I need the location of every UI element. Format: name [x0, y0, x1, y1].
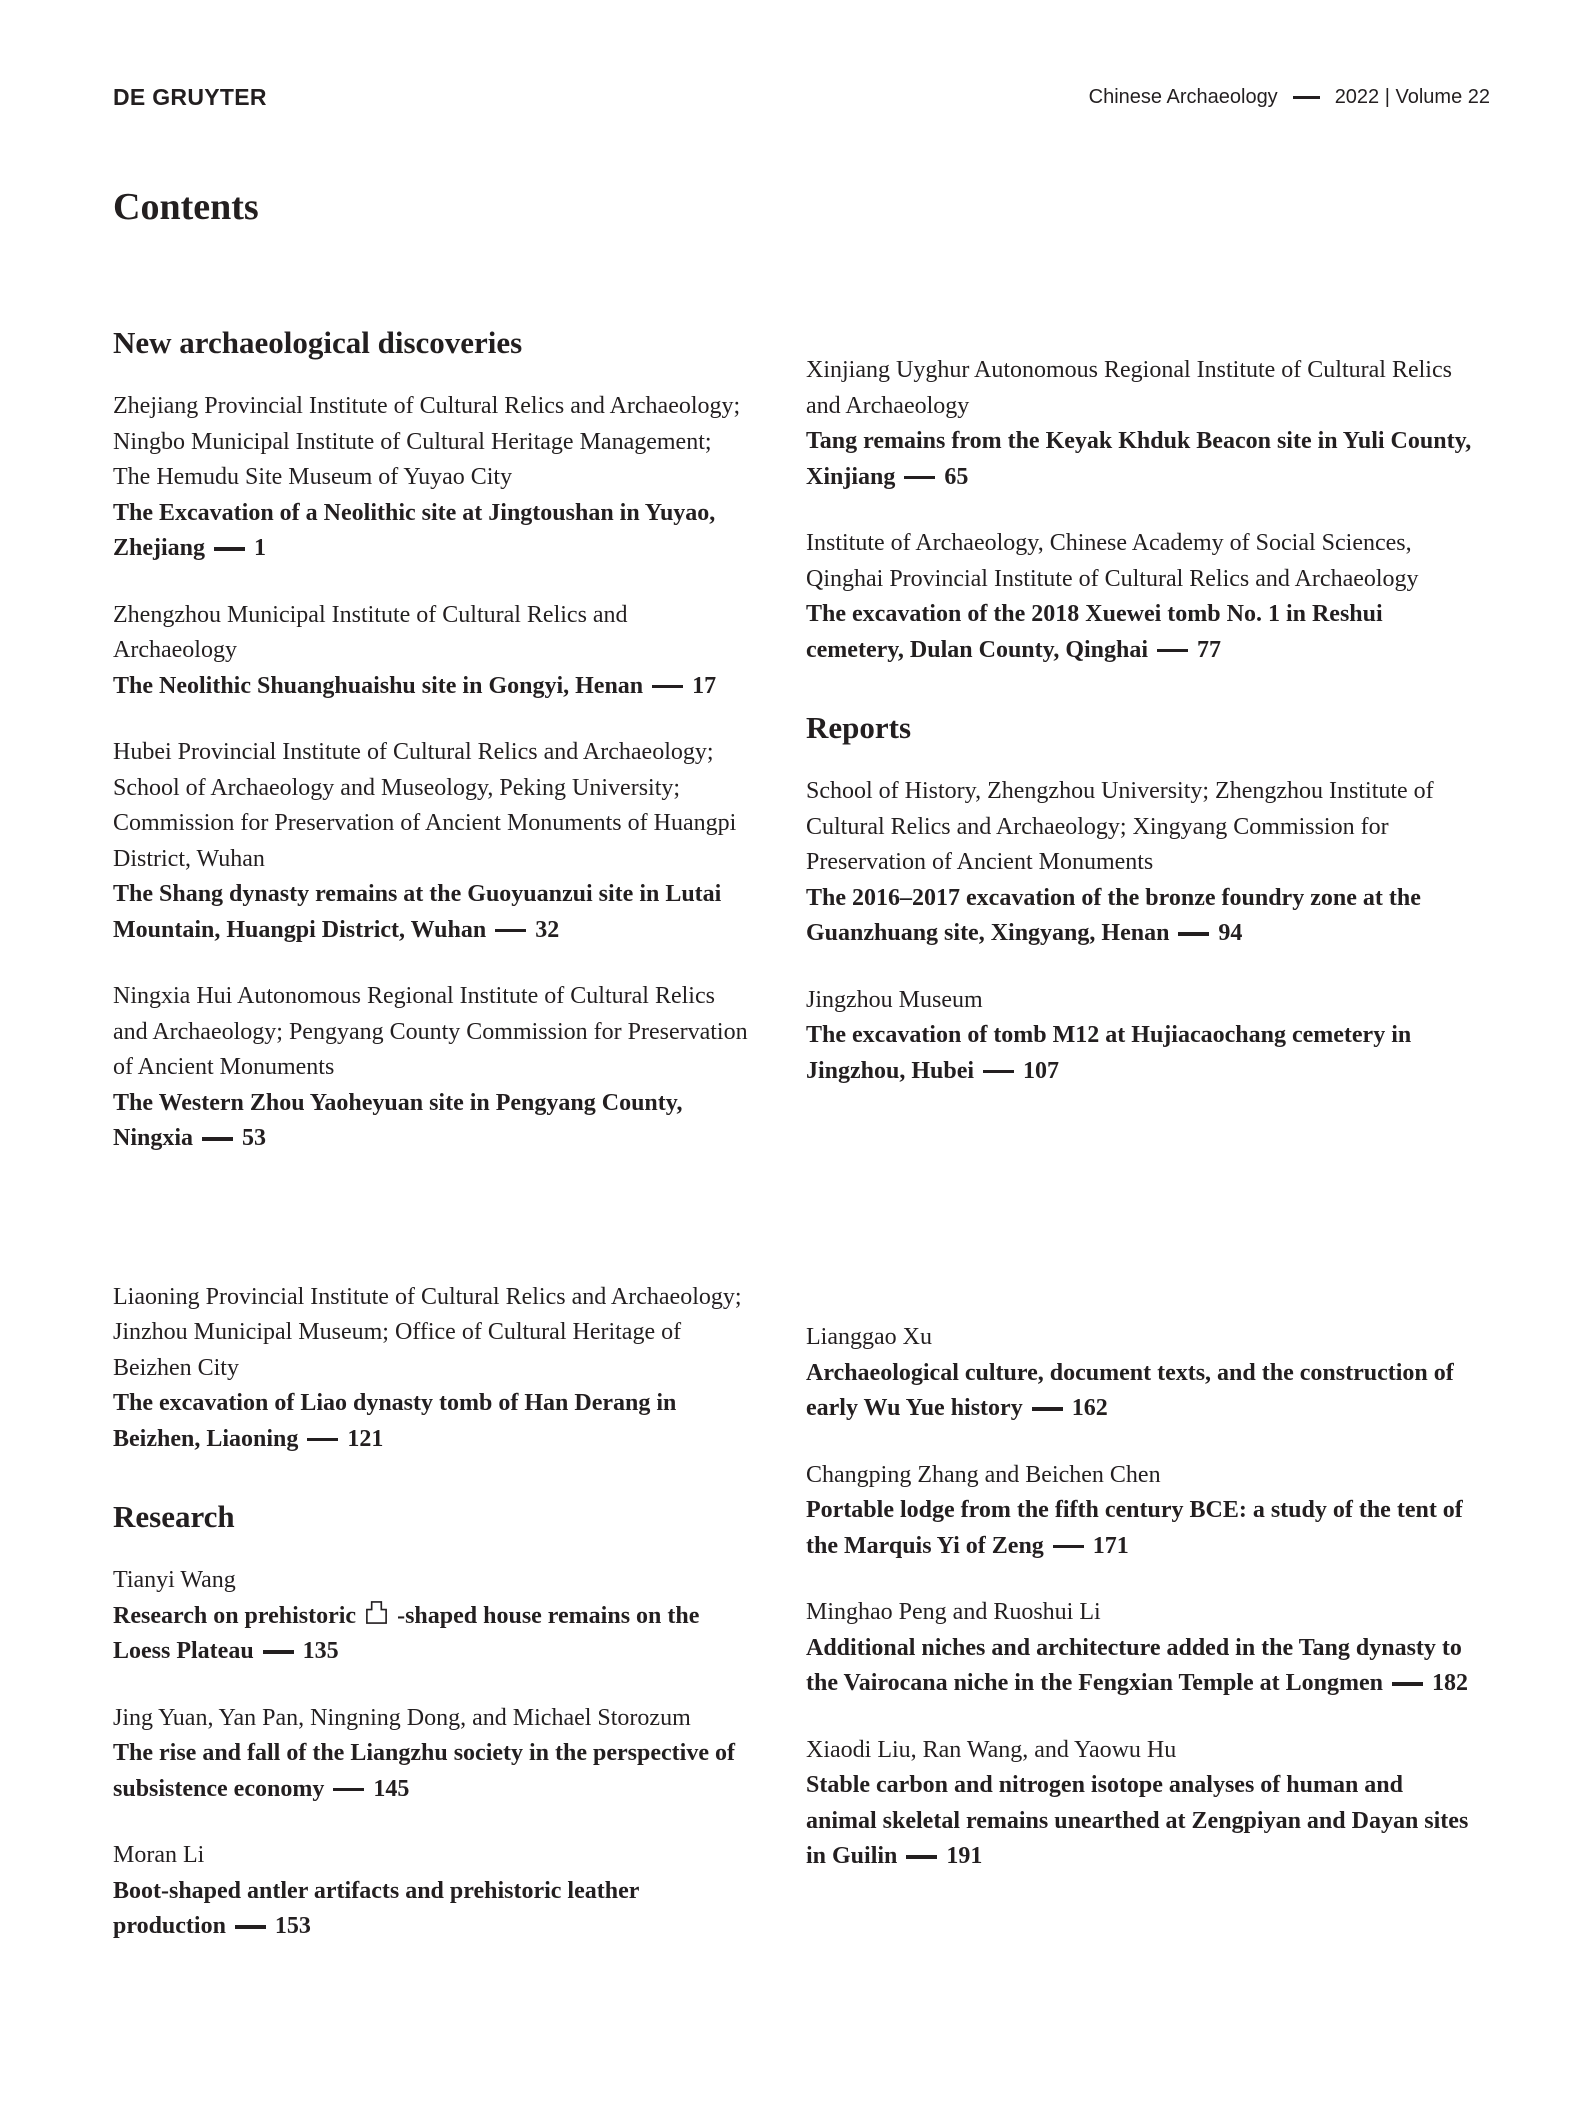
entry-authors: Zhengzhou Municipal Institute of Cultural Relics and Archaeology — [113, 601, 628, 663]
dash-separator — [333, 1788, 364, 1792]
entry-page-number: 1 — [254, 535, 267, 561]
dash-separator — [1178, 932, 1209, 936]
toc-entry — [113, 1838, 753, 1945]
entry-authors: Hubei Provincial Institute of Cultural Relics and Archaeology; School of Archaeology and Museology, Peking University; Commission for Preservation of Ancient Monuments of Huangpi District, Wuhan — [113, 739, 737, 872]
toc-entry — [806, 983, 1474, 1090]
entry-authors: Xiaodi Liu, Ran Wang, and Yaowu Hu — [806, 1736, 1177, 1763]
entry-page-number: 65 — [944, 463, 969, 490]
entry-page-number: 107 — [1023, 1057, 1060, 1084]
entry-title — [113, 1386, 753, 1457]
dash-separator — [235, 1925, 266, 1929]
page-title: Contents — [113, 186, 259, 228]
entry-title — [806, 1631, 1474, 1702]
entry-title-text: The Western Zhou Yaoheyuan site in Pengyang County, Ningxia — [113, 1089, 683, 1151]
entry-title-text: Additional niches and architecture added in the Tang dynasty to the Vairocana niche in the Fengxian Temple at Longmen — [806, 1634, 1462, 1696]
dash-separator — [904, 476, 935, 480]
dash-separator — [1157, 649, 1188, 653]
entry-title-text: The excavation of the 2018 Xuewei tomb No. 1 in Reshui cemetery, Dulan County, Qinghai — [806, 601, 1383, 663]
entry-title — [113, 496, 753, 567]
toc-entry — [113, 979, 753, 1157]
entry-page-number: 53 — [242, 1125, 267, 1151]
entry-authors: Ningxia Hui Autonomous Regional Institute of Cultural Relics and Archaeology; Pengyang County Commission for Preservation of Ancient Monuments — [113, 983, 748, 1080]
toc-entry — [806, 1320, 1474, 1427]
entry-page-number: 145 — [373, 1775, 410, 1802]
dash-separator — [983, 1070, 1014, 1074]
entry-title — [806, 881, 1474, 952]
entry-authors: Tianyi Wang — [113, 1567, 236, 1593]
section-heading-new-discoveries: New archaeological discoveries — [113, 325, 523, 360]
entry-authors: Moran Li — [113, 1842, 205, 1868]
entry-title-text: The Neolithic Shuanghuaishu site in Gongyi, Henan — [113, 672, 644, 699]
right-column — [806, 325, 1474, 1976]
entry-page-number: 94 — [1218, 920, 1243, 946]
entry-title — [113, 1874, 753, 1945]
column-break-gap — [113, 1188, 753, 1280]
entry-title-text: Tang remains from the Keyak Khduk Beacon site in Yuli County, Xinjiang — [806, 428, 1472, 490]
toc-entry — [113, 1701, 753, 1808]
entry-title-text: Portable lodge from the fifth century BCE: a study of the tent of the Marquis Yi of Zeng — [806, 1497, 1463, 1559]
column-break-gap — [806, 1120, 1474, 1320]
dash-separator — [652, 685, 683, 689]
entry-page-number: 121 — [347, 1425, 384, 1452]
toc-entry — [806, 774, 1474, 952]
dash-separator — [1392, 1682, 1423, 1686]
section-heading-research: Research — [113, 1499, 235, 1534]
entry-authors: Zhejiang Provincial Institute of Cultural Relics and Archaeology; Ningbo Municipal Institute of Cultural Heritage Management; The Hemudu Site Museum of Yuyao City — [113, 393, 741, 490]
toc-entry — [113, 1280, 753, 1458]
dash-separator — [1053, 1545, 1084, 1549]
entry-title — [806, 424, 1474, 495]
toc-entry — [806, 1458, 1474, 1565]
page-header — [113, 84, 1490, 111]
entry-title — [806, 597, 1474, 668]
entry-authors: Minghao Peng and Ruoshui Li — [806, 1599, 1101, 1625]
journal-name: Chinese Archaeology — [1088, 86, 1278, 108]
entry-authors: Jingzhou Museum — [806, 986, 983, 1013]
toc-entry — [806, 1595, 1474, 1702]
entry-authors: Liaoning Provincial Institute of Cultural Relics and Archaeology; Jinzhou Municipal Museum; Office of Cultural Heritage of Beizhen City — [113, 1283, 742, 1381]
toc-entry — [806, 353, 1474, 495]
entry-title-text: Stable carbon and nitrogen isotope analyses of human and animal skeletal remains unearthed at Zengpiyan and Dayan sites in Guilin — [806, 1772, 1469, 1869]
entry-title-text: The 2016–2017 excavation of the bronze foundry zone at the Guanzhuang site, Xingyang, Henan — [806, 884, 1421, 946]
entry-title — [806, 1018, 1474, 1089]
issue-volume: 2022 | Volume 22 — [1334, 86, 1490, 108]
entry-page-number: 135 — [302, 1638, 339, 1664]
toc-entry — [113, 1563, 753, 1670]
toc-entry — [113, 389, 753, 567]
entry-authors: Xinjiang Uyghur Autonomous Regional Institute of Cultural Relics and Archaeology — [806, 357, 1452, 419]
tu-shape-glyph — [364, 1599, 389, 1626]
entry-title-text: Archaeological culture, document texts, and the construction of early Wu Yue history — [806, 1359, 1454, 1421]
header-dash-rule — [1293, 96, 1320, 99]
entry-page-number: 191 — [946, 1843, 983, 1869]
toc-entry — [113, 598, 753, 705]
entry-authors: Institute of Archaeology, Chinese Academy of Social Sciences, Qinghai Provincial Institute of Cultural Relics and Archaeology — [806, 530, 1419, 592]
entry-title — [113, 1736, 753, 1807]
entry-authors: Jing Yuan, Yan Pan, Ningning Dong, and Michael Storozum — [113, 1704, 691, 1731]
entry-authors: Changping Zhang and Beichen Chen — [806, 1461, 1161, 1488]
dash-separator — [214, 547, 245, 551]
entry-page-number: 162 — [1071, 1395, 1108, 1421]
entry-title — [806, 1493, 1474, 1564]
entry-page-number: 77 — [1197, 636, 1222, 663]
entry-authors: School of History, Zhengzhou University; Zhengzhou Institute of Cultural Relics and Archaeology; Xingyang Commission for Preservation of Ancient Monuments — [806, 778, 1434, 875]
dash-separator — [307, 1438, 338, 1442]
dash-separator — [263, 1650, 294, 1654]
entry-authors: Lianggao Xu — [806, 1324, 932, 1350]
entry-page-number: 182 — [1431, 1670, 1468, 1696]
publisher-logo: DE GRUYTER — [113, 84, 267, 110]
entry-title — [806, 1356, 1474, 1427]
entry-title-text: The Shang dynasty remains at the Guoyuanzui site in Lutai Mountain, Huangpi District, Wuhan — [113, 881, 722, 943]
dash-separator — [202, 1137, 233, 1141]
entry-title-text: The Excavation of a Neolithic site at Jingtoushan in Yuyao, Zhejiang — [113, 499, 716, 561]
entry-title-text: The excavation of Liao dynasty tomb of Han Derang in Beizhen, Liaoning — [113, 1390, 677, 1452]
toc-columns — [113, 325, 1490, 1976]
toc-entry — [806, 1733, 1474, 1875]
entry-page-number: 153 — [274, 1913, 311, 1939]
entry-title — [113, 877, 753, 948]
entry-page-number: 32 — [535, 916, 560, 943]
toc-entry — [806, 526, 1474, 668]
entry-page-number: 171 — [1092, 1532, 1129, 1559]
entry-title — [113, 1086, 753, 1157]
entry-title-text: The rise and fall of the Liangzhu society in the perspective of subsistence economy — [113, 1740, 735, 1802]
section-heading-reports: Reports — [806, 710, 912, 745]
left-column — [113, 325, 753, 1976]
journal-issue-line — [1089, 86, 1490, 109]
entry-title — [806, 1768, 1474, 1875]
entry-page-number: 17 — [692, 672, 717, 699]
dash-separator — [906, 1855, 937, 1859]
entry-title-text: The excavation of tomb M12 at Hujiacaochang cemetery in Jingzhou, Hubei — [806, 1022, 1412, 1084]
toc-entry — [113, 735, 753, 948]
dash-separator — [495, 929, 526, 933]
entry-title — [113, 669, 753, 705]
entry-title — [113, 1599, 753, 1670]
dash-separator — [1032, 1407, 1063, 1411]
entry-title-text: Research on prehistoric — [113, 1602, 357, 1629]
entry-title-text: -shaped house remains on the Loess Plateau — [113, 1602, 700, 1664]
entry-title-text: Boot-shaped antler artifacts and prehistoric leather production — [113, 1877, 639, 1939]
